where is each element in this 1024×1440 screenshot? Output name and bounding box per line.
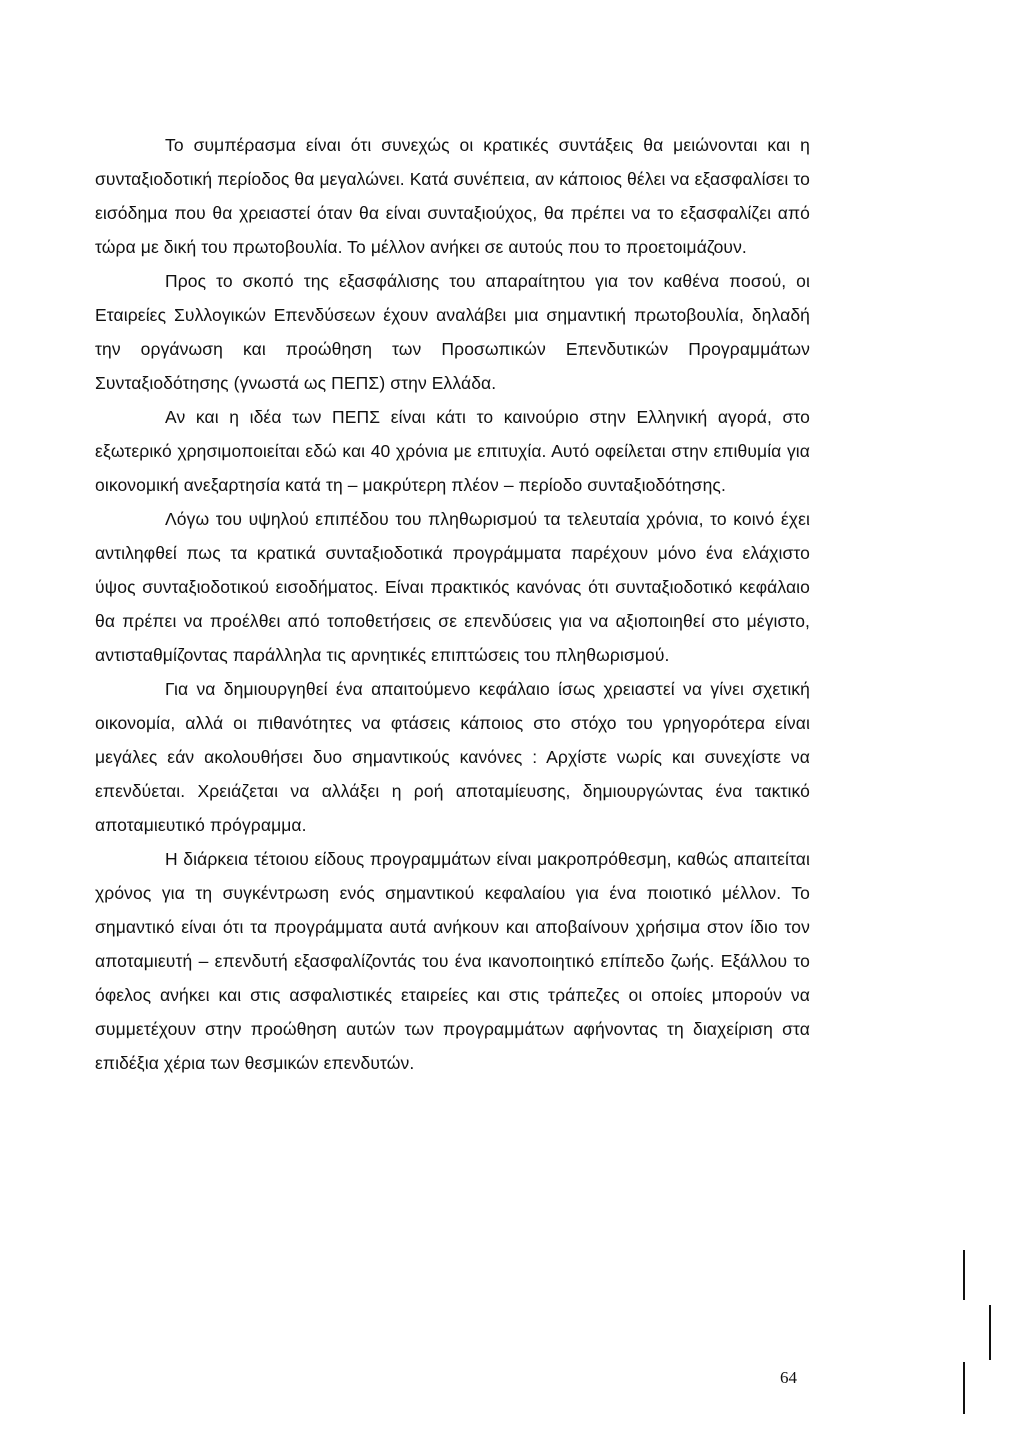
paragraph-5: Για να δημιουργηθεί ένα απαιτούμενο κεφάλαιο ίσως χρειαστεί να γίνει σχετική οικονομία, αλλά οι πιθανότητες να φτάσεις κάποιος στο στόχο του γρηγορότερα είναι μεγάλες εάν ακολουθήσει δυο σημαντικούς κανόνες : Αρχίστε νωρίς και συνεχίστε να επενδύεται. Χρειάζεται να αλλάξει η ροή αποταμίευσης, δημιουργώντας ένα τακτικό αποταμιευτικό πρόγραμμα. — [95, 679, 810, 835]
paragraph-4: Λόγω του υψηλού επιπέδου του πληθωρισμού τα τελευταία χρόνια, το κοινό έχει αντιληφθεί πως τα κρατικά συνταξιοδοτικά προγράμματα παρέχουν μόνο ένα ελάχιστο ύψος συνταξιοδοτικού εισοδήματος. Είναι πρακτικός κανόνας ότι συνταξιοδοτικό κεφάλαιο θα πρέπει να προέλθει από τοποθετήσεις σε επενδύσεις για να αξιοποιηθεί στο μέγιστο, αντισταθμίζοντας παράλληλα τις αρνητικές επιπτώσεις του πληθωρισμού. — [95, 509, 810, 665]
paragraph-3: Αν και η ιδέα των ΠΕΠΣ είναι κάτι το καινούριο στην Ελληνική αγορά, στο εξωτερικό χρησιμοποιείται εδώ και 40 χρόνια με επιτυχία. Αυτό οφείλεται στην επιθυμία για οικονομική ανεξαρτησία κατά τη – μακρύτερη πλέον – περίοδο συνταξιοδότησης. — [95, 407, 810, 495]
paragraph-2: Προς το σκοπό της εξασφάλισης του απαραίτητου για τον καθένα ποσού, οι Εταιρείες Συλλογικών Επενδύσεων έχουν αναλάβει μια σημαντική πρωτοβουλία, δηλαδή την οργάνωση και προώθηση των Προσωπικών Επενδυτικών Προγραμμάτων Συνταξιοδότησης (γνωστά ως ΠΕΠΣ) στην Ελλάδα. — [95, 271, 810, 393]
scan-margin-line-2 — [989, 1305, 991, 1360]
body-text — [95, 128, 810, 1080]
page-number: 64 — [780, 1368, 797, 1387]
paragraph-6: Η διάρκεια τέτοιου είδους προγραμμάτων είναι μακροπρόθεσμη, καθώς απαιτείται χρόνος για τη συγκέντρωση ενός σημαντικού κεφαλαίου για ένα ποιοτικό μέλλον. Το σημαντικό είναι ότι τα προγράμματα αυτά ανήκουν και αποβαίνουν χρήσιμα στον ίδιο τον αποταμιευτή – επενδυτή εξασφαλίζοντάς του ένα ικανοποιητικό επίπεδο ζωής. Εξάλλου το όφελος ανήκει και στις ασφαλιστικές εταιρείες και στις τράπεζες οι οποίες μπορούν να συμμετέχουν στην προώθηση αυτών των προγραμμάτων αφήνοντας τη διαχείριση στα επιδέξια χέρια των θεσμικών επενδυτών. — [95, 849, 810, 1073]
scan-margin-line-3 — [963, 1362, 965, 1414]
paragraph-1: Το συμπέρασμα είναι ότι συνεχώς οι κρατικές συντάξεις θα μειώνονται και η συνταξιοδοτική περίοδος θα μεγαλώνει. Κατά συνέπεια, αν κάποιος θέλει να εξασφαλίσει το εισόδημα που θα χρειαστεί όταν θα είναι συνταξιούχος, θα πρέπει να το εξασφαλίζει από τώρα με δική του πρωτοβουλία. Το μέλλον ανήκει σε αυτούς που το προετοιμάζουν. — [95, 135, 810, 257]
scan-margin-line-1 — [963, 1250, 965, 1300]
